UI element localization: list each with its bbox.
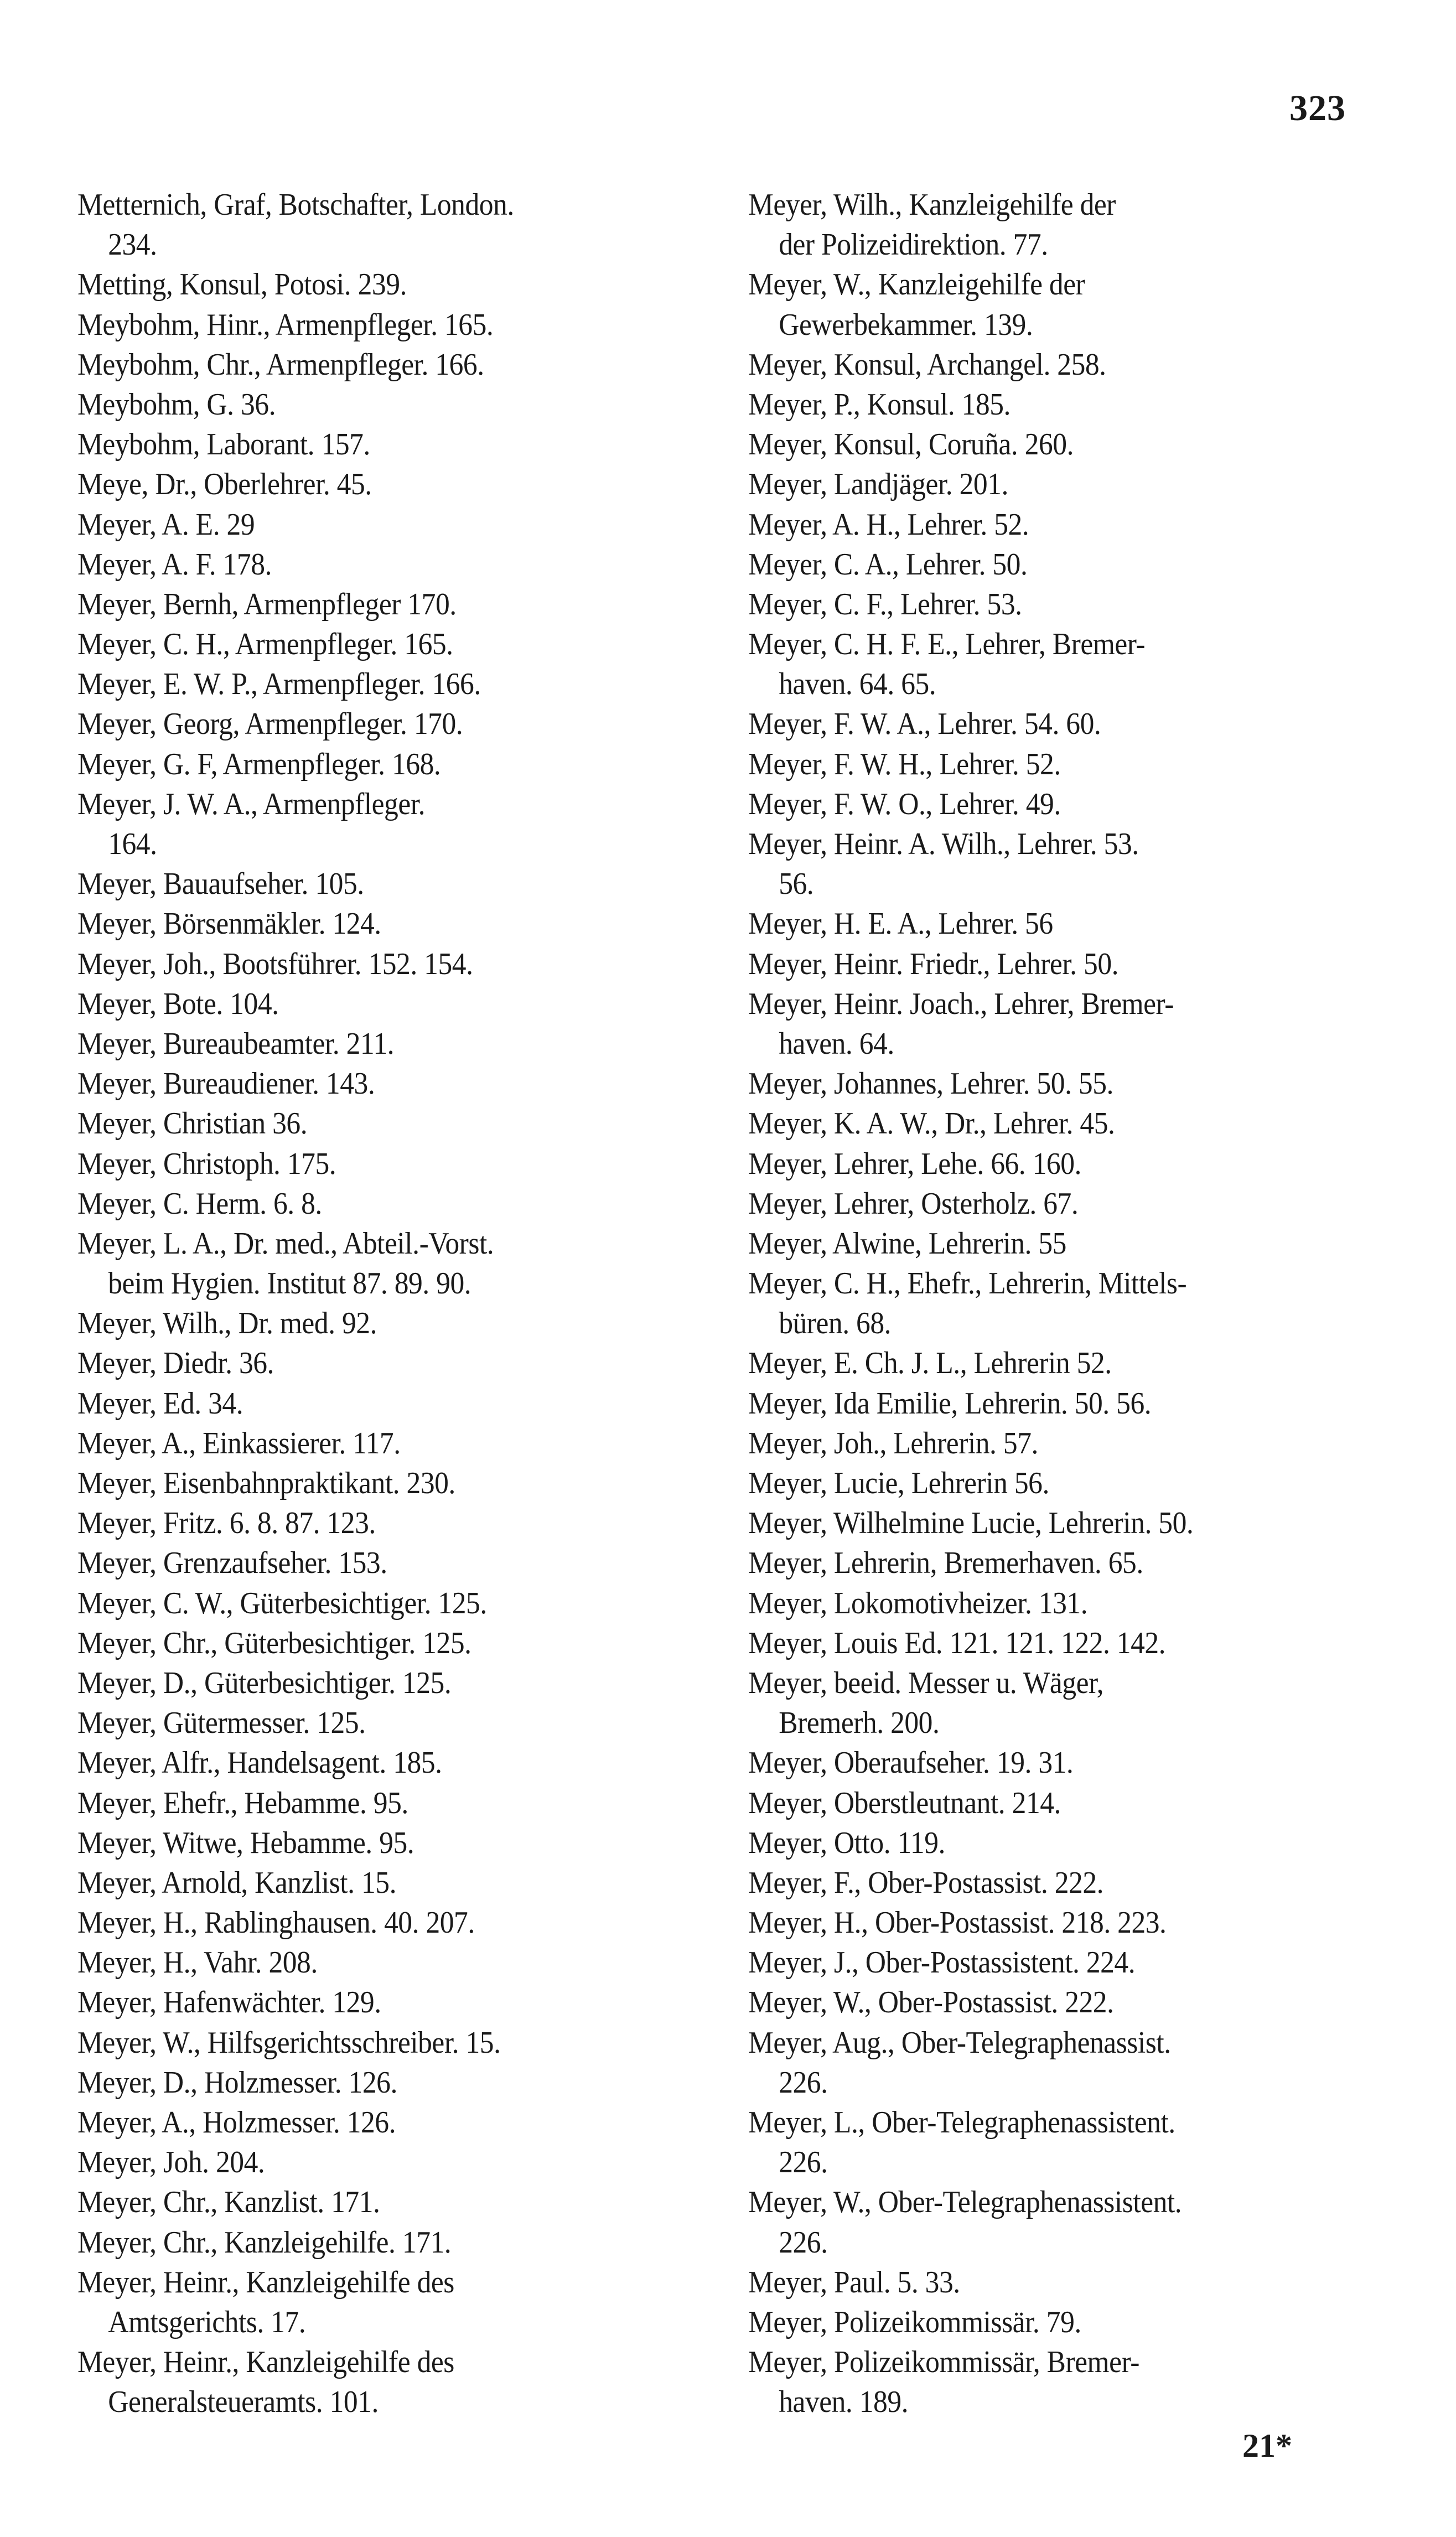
index-entry: Meyer, Heinr. A. Wilh., Lehrer. 53. (748, 827, 1139, 861)
index-entry: Meyer, Chr., Güterbesichtiger. 125. (77, 1625, 471, 1660)
index-entry: Meyer, Gütermesser. 125. (77, 1706, 366, 1741)
index-entry: Meyer, Paul. 5. 33. (748, 2265, 960, 2300)
index-entry-continuation: Gewerbekammer. 139. (779, 307, 1033, 342)
index-entry-continuation: 164. (108, 827, 157, 861)
index-entry: Meybohm, Chr., Armenpfleger. 166. (77, 347, 484, 382)
index-entry: Meyer, Lokomotivheizer. 131. (748, 1586, 1088, 1620)
index-entry: Meyer, P., Konsul. 185. (748, 387, 1011, 422)
index-entry: Meyer, E. Ch. J. L., Lehrerin 52. (748, 1346, 1112, 1381)
index-entry: Meyer, H., Vahr. 208. (77, 1945, 318, 1980)
index-entry: Meyer, Chr., Kanzleigehilfe. 171. (77, 2225, 452, 2260)
index-entry: Meyer, C. Herm. 6. 8. (77, 1186, 322, 1221)
index-entry: Meyer, A. E. 29 (77, 507, 255, 542)
index-entry: Meyer, Bote. 104. (77, 986, 279, 1021)
index-entry: Meyer, Heinr. Friedr., Lehrer. 50. (748, 946, 1119, 981)
index-entry: Meyer, E. W. P., Armenpfleger. 166. (77, 667, 481, 702)
index-entry: Meyer, Johannes, Lehrer. 50. 55. (748, 1066, 1113, 1101)
index-entry: Meyer, Lehrerin, Bremerhaven. 65. (748, 1546, 1143, 1581)
index-entry: Meyer, Arnold, Kanzlist. 15. (77, 1865, 397, 1900)
printer-signature-mark: 21* (1242, 2427, 1292, 2464)
index-column-left (77, 185, 714, 2422)
index-entry: Meyer, Chr., Kanzlist. 171. (77, 2185, 380, 2220)
index-entry: Meyer, Bureaudiener. 143. (77, 1066, 375, 1101)
index-entry: Meyer, K. A. W., Dr., Lehrer. 45. (748, 1106, 1115, 1141)
index-entry: Meyer, Alwine, Lehrerin. 55 (748, 1226, 1066, 1261)
index-entry: Metting, Konsul, Potosi. 239. (77, 267, 407, 302)
index-entry: Meybohm, Laborant. 157. (77, 427, 370, 462)
index-entry: Meyer, J., Ober-Postassistent. 224. (748, 1945, 1136, 1980)
index-entry: Meyer, Louis Ed. 121. 121. 122. 142. (748, 1625, 1166, 1660)
index-entry: Meyer, Heinr. Joach., Lehrer, Bremer- (748, 986, 1174, 1021)
index-entry: Meyer, H., Rablinghausen. 40. 207. (77, 1906, 475, 1940)
index-entry: Meyer, Christoph. 175. (77, 1146, 336, 1181)
index-entry: Meyer, Ida Emilie, Lehrerin. 50. 56. (748, 1386, 1152, 1421)
index-entry: Meyer, Polizeikommissär. 79. (748, 2305, 1081, 2339)
index-entry-continuation: Generalsteueramts. 101. (108, 2385, 379, 2420)
index-entry: Meyer, Eisenbahnpraktikant. 230. (77, 1466, 455, 1500)
index-entry: Meyer, A. F. 178. (77, 547, 272, 582)
index-entry: Meyer, W., Hilfsgerichtsschreiber. 15. (77, 2025, 501, 2060)
index-entry: Meyer, Alfr., Handelsagent. 185. (77, 1746, 442, 1780)
index-entry-continuation: Amtsgerichts. 17. (108, 2305, 306, 2339)
index-entry: Meyer, Wilh., Dr. med. 92. (77, 1306, 377, 1341)
index-entry-continuation: 234. (108, 227, 157, 262)
index-entry: Meye, Dr., Oberlehrer. 45. (77, 467, 372, 502)
index-entry: Meybohm, Hinr., Armenpfleger. 165. (77, 307, 494, 342)
index-entry: Meyer, Bernh, Armenpfleger 170. (77, 587, 457, 622)
index-entry: Meyer, Christian 36. (77, 1106, 308, 1141)
index-entry-continuation: haven. 189. (779, 2385, 909, 2420)
index-entry: Meyer, C. F., Lehrer. 53. (748, 587, 1022, 622)
index-entry: Meyer, C. H., Ehefr., Lehrerin, Mittels- (748, 1266, 1187, 1301)
index-entry: Metternich, Graf, Botschafter, London. (77, 188, 514, 222)
index-entry: Meyer, Ed. 34. (77, 1386, 243, 1421)
index-entry-continuation: haven. 64. 65. (779, 667, 936, 702)
index-entry: Meyer, F. W. A., Lehrer. 54. 60. (748, 707, 1101, 742)
index-entry: Meyer, L. A., Dr. med., Abteil.-Vorst. (77, 1226, 494, 1261)
index-entry: Meyer, F., Ober-Postassist. 222. (748, 1865, 1104, 1900)
index-entry: Meyer, G. F, Armenpfleger. 168. (77, 747, 441, 781)
index-entry: Meyer, H., Ober-Postassist. 218. 223. (748, 1906, 1167, 1940)
index-entry: Meyer, D., Güterbesichtiger. 125. (77, 1665, 452, 1700)
index-entry: Meyer, Joh., Bootsführer. 152. 154. (77, 946, 473, 981)
index-entry: Meybohm, G. 36. (77, 387, 276, 422)
index-entry: Meyer, W., Ober-Postassist. 222. (748, 1985, 1114, 2020)
index-entry: Meyer, Otto. 119. (748, 1825, 945, 1860)
index-entry-continuation: haven. 64. (779, 1026, 894, 1061)
index-entry-continuation: Bremerh. 200. (779, 1706, 940, 1741)
index-entry: Meyer, Konsul, Coruña. 260. (748, 427, 1074, 462)
index-entry: Meyer, Hafenwächter. 129. (77, 1985, 381, 2020)
index-entry: Meyer, Grenzaufseher. 153. (77, 1546, 387, 1581)
index-entry-continuation: 226. (779, 2065, 828, 2100)
index-entry: Meyer, Lehrer, Osterholz. 67. (748, 1186, 1079, 1221)
index-column-right (748, 185, 1385, 2422)
index-entry: Meyer, Aug., Ober-Telegraphenassist. (748, 2025, 1171, 2060)
index-entry: Meyer, F. W. O., Lehrer. 49. (748, 786, 1061, 821)
index-entry: Meyer, Ehefr., Hebamme. 95. (77, 1785, 408, 1820)
page-number: 323 (1289, 88, 1346, 128)
index-entry: Meyer, C. H., Armenpfleger. 165. (77, 627, 453, 662)
index-entry: Meyer, C. W., Güterbesichtiger. 125. (77, 1586, 487, 1620)
index-entry: Meyer, A., Einkassierer. 117. (77, 1426, 401, 1461)
index-entry: Meyer, C. A., Lehrer. 50. (748, 547, 1028, 582)
index-entry: Meyer, Bauaufseher. 105. (77, 867, 364, 902)
index-entry-continuation: beim Hygien. Institut 87. 89. 90. (108, 1266, 471, 1301)
index-entry: Meyer, Georg, Armenpfleger. 170. (77, 707, 463, 742)
index-entry: Meyer, Witwe, Hebamme. 95. (77, 1825, 414, 1860)
index-entry: Meyer, Diedr. 36. (77, 1346, 274, 1381)
index-entry: Meyer, Börsenmäkler. 124. (77, 907, 381, 941)
index-entry: Meyer, beeid. Messer u. Wäger, (748, 1665, 1104, 1700)
index-entry: Meyer, Konsul, Archangel. 258. (748, 347, 1106, 382)
index-entry: Meyer, W., Ober-Telegraphenassistent. (748, 2185, 1182, 2220)
index-entry: Meyer, Oberstleutnant. 214. (748, 1785, 1061, 1820)
index-entry: Meyer, Heinr., Kanzleigehilfe des (77, 2265, 454, 2300)
index-entry: Meyer, Landjäger. 201. (748, 467, 1008, 502)
index-entry: Meyer, L., Ober-Telegraphenassistent. (748, 2105, 1175, 2140)
index-entry: Meyer, Joh. 204. (77, 2145, 265, 2180)
index-entry: Meyer, Joh., Lehrerin. 57. (748, 1426, 1038, 1461)
index-entry: Meyer, Oberaufseher. 19. 31. (748, 1746, 1074, 1780)
index-entry: Meyer, Bureaubeamter. 211. (77, 1026, 395, 1061)
index-entry: Meyer, Heinr., Kanzleigehilfe des (77, 2345, 454, 2380)
index-entry-continuation: der Polizeidirektion. 77. (779, 227, 1048, 262)
index-entry: Meyer, C. H. F. E., Lehrer, Bremer- (748, 627, 1146, 662)
index-entry: Meyer, Polizeikommissär, Bremer- (748, 2345, 1139, 2380)
index-entry: Meyer, Lucie, Lehrerin 56. (748, 1466, 1049, 1500)
index-entry: Meyer, Wilh., Kanzleigehilfe der (748, 188, 1116, 222)
index-entry: Meyer, D., Holzmesser. 126. (77, 2065, 397, 2100)
index-entry: Meyer, W., Kanzleigehilfe der (748, 267, 1085, 302)
index-entry: Meyer, J. W. A., Armenpfleger. (77, 786, 426, 821)
index-entry: Meyer, A., Holzmesser. 126. (77, 2105, 396, 2140)
index-entry: Meyer, H. E. A., Lehrer. 56 (748, 907, 1053, 941)
index-entry: Meyer, Fritz. 6. 8. 87. 123. (77, 1506, 376, 1541)
index-entry-continuation: 226. (779, 2225, 828, 2260)
index-entry-continuation: büren. 68. (779, 1306, 892, 1341)
index-entry-continuation: 56. (779, 867, 814, 902)
index-entry-continuation: 226. (779, 2145, 828, 2180)
index-entry: Meyer, Wilhelmine Lucie, Lehrerin. 50. (748, 1506, 1194, 1541)
index-entry: Meyer, A. H., Lehrer. 52. (748, 507, 1029, 542)
index-entry: Meyer, Lehrer, Lehe. 66. 160. (748, 1146, 1081, 1181)
index-entry: Meyer, F. W. H., Lehrer. 52. (748, 747, 1061, 781)
